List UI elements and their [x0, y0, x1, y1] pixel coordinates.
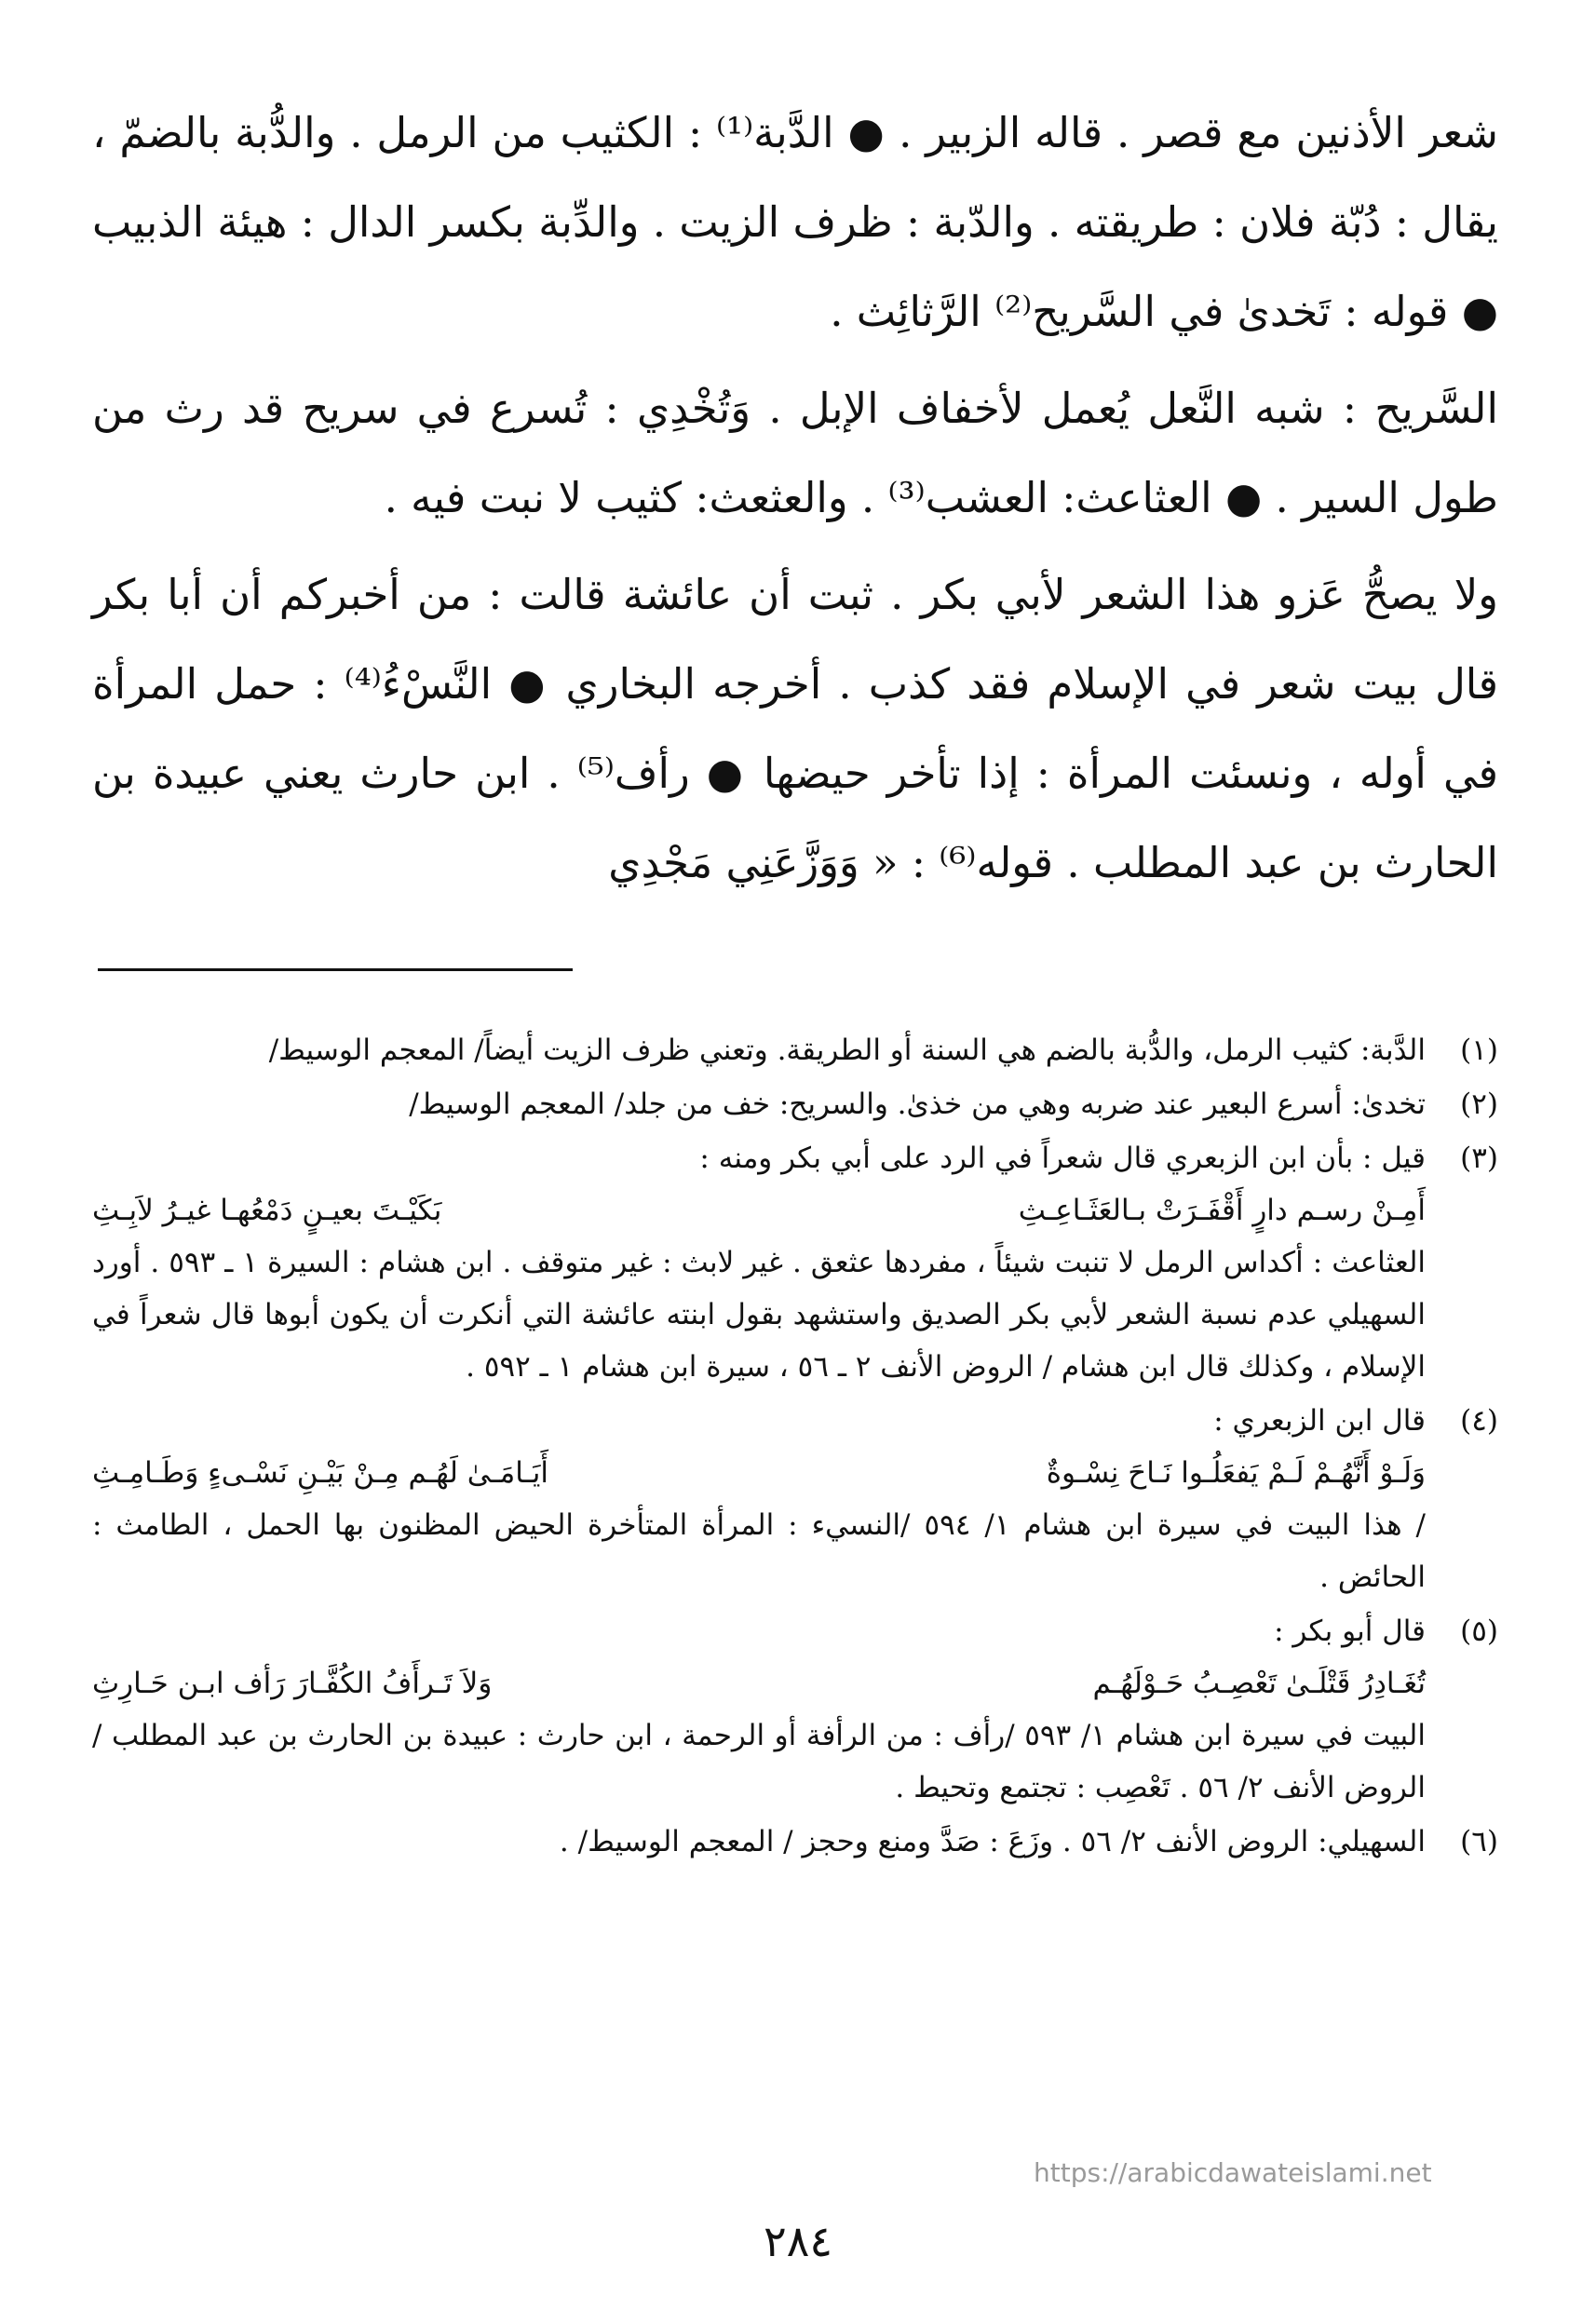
verse-second-hemistich: أَيَـامَـىٰ لَهُـم مِـنْ بَيْـنِ نَسْـىءٍ وَطَـامِـثِ	[92, 1456, 549, 1490]
paragraph-2: السَّريح : شبه النَّعل يُعمل لأخفاف الإبل . وَتُخْدِي : تُسرع في سريح قد رث من طول السير . ● العثاعث: العشب⁽³⁾ . والعثعث: كثيب لا نبت فيه .	[92, 384, 1498, 522]
watermark-url: https://arabicdawateislami.net	[1034, 2157, 1432, 2188]
footnote-text: تخدىٰ: أسرع البعير عند ضربه وهي من خذىٰ. والسريح: خف من جلد/ المعجم الوسيط/	[409, 1088, 1426, 1121]
footnotes	[92, 1024, 1498, 1870]
footnote-5	[92, 1605, 1498, 1814]
footnote-3	[92, 1132, 1498, 1393]
poem-verse	[92, 1657, 1426, 1709]
footnote-number: (١)	[1460, 1034, 1498, 1067]
footnote-text: السهيلي: الروض الأنف ٢/ ٥٦ . وزَعَ : صَدَّ ومنع وحجز / المعجم الوسيط/ .	[559, 1825, 1426, 1858]
paragraph-3: ولا يصحُّ عَزو هذا الشعر لأبي بكر . ثبت أن عائشة قالت : من أخبركم أن أبا بكر قال بيت شعر في الإسلام فقد كذب . أخرجه البخاري ● النَّسْءُ⁽⁴⁾ : حمل المرأة في أوله ، ونسئت المرأة : إذا تأخر حيضها ● رأف⁽⁵⁾ . ابن حارث يعني عبيدة بن الحارث بن عبد المطلب . قوله⁽⁶⁾ : « وَوَزَّعَنِي مَجْدِي	[92, 570, 1498, 887]
main-text	[92, 88, 1498, 915]
footnote-number: (٤)	[1460, 1404, 1498, 1438]
footnote-4	[92, 1395, 1498, 1603]
footnote-text: الدَّبة: كثيب الرمل، والدُّبة بالضم هي السنة أو الطريقة. وتعني ظرف الزيت أيضاً/ المعجم الوسيط/	[268, 1034, 1426, 1067]
footnote-text: العثاعث : أكداس الرمل لا تنبت شيئاً ، مفردها عثعق . غير لابث : غير متوقف . ابن هشام : السيرة ١ ـ ٥٩٣ . أورد السهيلي عدم نسبة الشعر لأبي بكر الصديق واستشهد بقول ابنته عائشة التي أنكرت أن يكون أبوها قال شعراً في الإسلام ، وكذلك قال ابن هشام / الروض الأنف ٢ ـ ٥٦ ، سيرة ابن هشام ١ ـ ٥٩٢ .	[92, 1246, 1426, 1384]
footnote-number: (٢)	[1460, 1088, 1498, 1121]
footnote-intro: قال أبو بكر :	[1274, 1615, 1426, 1648]
verse-second-hemistich: بَكَيْـتَ بعيـنٍ دَمْعُهـا غيـرُ لاَبِـثِ	[92, 1194, 442, 1227]
page-number: ٢٨٤	[763, 2216, 833, 2266]
poem-verse	[92, 1447, 1426, 1499]
verse-first-hemistich: وَلَـوْ أَنَّهُـمْ لَـمْ يَفعَلُـوا نَـاحَ نِسْـوةٌ	[1046, 1456, 1426, 1490]
footnote-number: (٣)	[1460, 1142, 1498, 1175]
footnote-number: (٦)	[1460, 1825, 1498, 1858]
footnote-intro: قال ابن الزبعري :	[1213, 1404, 1426, 1438]
verse-first-hemistich: تُغَـادِرُ قَتْلَـىٰ تَعْصِـبُ حَـوْلَهُـم	[1092, 1667, 1426, 1700]
paragraph-1: شعر الأذنين مع قصر . قاله الزبير . ● الدَّبة⁽¹⁾ : الكثيب من الرمل . والدُّبة بالضمّ ، يقال : دُبّة فلان : طريقته . والدّبة : ظرف الزيت . والدِّبة بكسر الدال : هيئة الذبيب ● قوله : تَخدىٰ في السَّريح⁽²⁾ الرَّثائِث .	[92, 108, 1498, 336]
verse-second-hemistich: وَلاَ تَـرأَفُ الكُفَّـارَ رَأف ابـن حَـارِثِ	[92, 1667, 493, 1700]
footnote-intro: قيل : بأن ابن الزبعري قال شعراً في الرد على أبي بكر ومنه :	[699, 1142, 1426, 1175]
poem-verse	[92, 1184, 1426, 1236]
footnote-1	[92, 1024, 1498, 1076]
footnote-separator	[98, 968, 573, 971]
footnote-text: / هذا البيت في سيرة ابن هشام ١/ ٥٩٤ /النسيء : المرأة المتأخرة الحيض المظنون بها الحمل ، الطامث : الحائض .	[92, 1508, 1426, 1594]
verse-first-hemistich: أَمِـنْ رسـم دارٍ أَقْفَـرَتْ بـالعَثَـاعِـثِ	[1018, 1194, 1426, 1227]
footnote-number: (٥)	[1460, 1615, 1498, 1648]
footnote-text: البيت في سيرة ابن هشام ١/ ٥٩٣ /رأف : من الرأفة أو الرحمة ، ابن حارث : عبيدة بن الحارث بن عبد المطلب / الروض الأنف ٢/ ٥٦ . تَعْصِب : تجتمع وتحيط .	[92, 1719, 1426, 1804]
footnote-2	[92, 1078, 1498, 1130]
footnote-6	[92, 1816, 1498, 1868]
